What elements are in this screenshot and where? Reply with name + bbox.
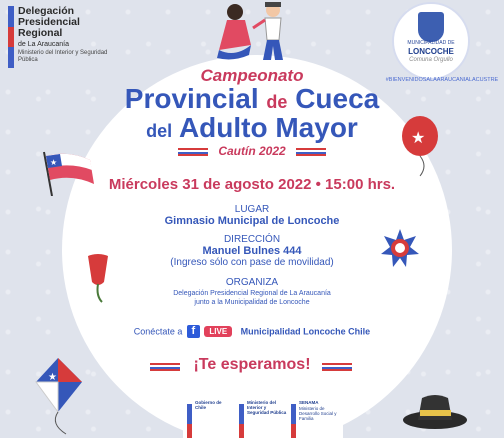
muni-name: LONCOCHE <box>408 47 454 56</box>
copihue-flower-illustration <box>82 252 114 304</box>
svg-text:★: ★ <box>411 130 426 147</box>
flag-strip-closing-right <box>322 363 352 372</box>
flag-strip-right <box>296 148 326 157</box>
live-badge: LIVE <box>204 326 232 337</box>
organizer-label: ORGANIZA <box>225 277 279 288</box>
organizer-line1: Delegación Presidencial Regional de La Araucanía <box>173 290 331 297</box>
address-note: (Ingreso sólo con pase de movilidad) <box>170 257 334 268</box>
place-label: LUGAR <box>234 204 270 215</box>
hat-illustration <box>400 388 470 432</box>
gobierno-text: Gobierno de Chile <box>195 400 222 410</box>
svg-text:★: ★ <box>48 372 57 383</box>
title-line3: del Adulto Mayor <box>146 112 358 143</box>
muni-arc-text: MUNICIPALIDAD DE <box>407 40 455 46</box>
government-logos <box>183 392 343 438</box>
facebook-live-row <box>0 325 504 338</box>
svg-text:★: ★ <box>50 158 58 167</box>
balloon-illustration <box>398 112 444 178</box>
ministry-name: Ministerio del Interior y Seguridad Pública <box>18 50 108 63</box>
organizer-line2: junto a la Municipalidad de Loncoche <box>194 299 310 306</box>
senama-sub-text: Ministerio de Desarrollo Social y Familia <box>299 406 337 421</box>
title-line1: Campeonato <box>200 66 304 85</box>
kite-illustration <box>30 356 90 436</box>
rosette-illustration <box>380 228 420 268</box>
shield-icon <box>418 12 444 42</box>
title-line2: Provincial de Cueca <box>124 83 380 114</box>
closing-text: ¡Te esperamos! <box>193 356 311 373</box>
place-value: Gimnasio Municipal de Loncoche <box>164 215 340 227</box>
ministerio-text: Ministerio del Interior y Seguridad Pública <box>247 400 287 415</box>
connect-prefix: Conéctate a <box>133 326 183 337</box>
muni-tagline: Comuna Orgullo <box>409 57 453 63</box>
title-edition: Cautín 2022 <box>218 144 286 158</box>
facebook-icon: f <box>187 325 200 338</box>
hashtag: #BIENVENIDOSALAARAUCANIALACUSTRE <box>385 77 499 83</box>
facebook-page-name: Municipalidad Loncoche Chile <box>240 326 371 337</box>
senama-text: SENAMA <box>299 400 319 405</box>
org-name: Delegación Presidencial Regional de La Araucanía <box>18 5 80 48</box>
event-datetime: Miércoles 31 de agosto 2022 • 15:00 hrs. <box>108 176 396 193</box>
address-label: DIRECCIÓN <box>223 234 281 245</box>
dancers-illustration <box>205 0 305 62</box>
logo-color-bars <box>8 6 14 68</box>
address-value: Manuel Bulnes 444 <box>202 245 302 257</box>
